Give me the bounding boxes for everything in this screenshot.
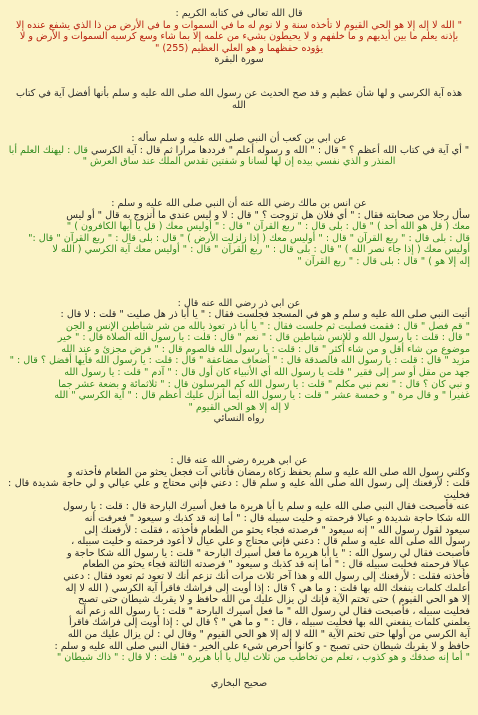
hadith-1-narrator: عن ابي بن كعب أن النبي صلى الله عليه و سلم سأله : — [131, 133, 347, 145]
hadith-4-body — [8, 467, 470, 664]
hadith-3-source: رواه النسائي — [213, 413, 265, 425]
virtue-statement: هذه آية الكرسي و لها شأن عظيم و قد صح الحديث عن رسول الله صلى الله عليه و سلم بأنها أفضل آية في كتاب الله — [15, 87, 463, 111]
hadith-4-narrator: عن ابي هريرة رضي الله عنه قال : — [170, 455, 308, 467]
hadith-4-line: عنه فأصبحت فقال النبي صلى الله عليه و سلم يا أبا هريرة ما فعل أسيرك البارحة قال : قلت : يا رسول — [62, 501, 470, 513]
hadith-3-line: غفيرا " و قال مرة " و خمسة عشر " قلت : يا رسول الله أيما أنزل عليك أعظم قال : " آية الكرسي " الله — [54, 390, 470, 402]
hadith-3-line: لا إله إلا هو الحي القيوم " — [188, 401, 290, 413]
hadith-4-line: فأصبحت فقال لي رسول الله : " يا أبا هريرة ما فعل أسيرك البارحة " قلت : يا رسول الله شكا حاجة و — [66, 547, 470, 559]
hadith-4-line: الله شكا حاجة شديدة و عيالا فرحمته و خليت سبيله قال : " أما إنه قد كذبك و سيعود " فعرفت أنه — [84, 513, 470, 524]
hadith-4-line: وكلني رسول الله صلى الله عليه و سلم بحفظ زكاة رمضان فأتاني آت فجعل يحثو من الطعام فأخذته و — [67, 466, 470, 478]
hadith-4-line: إلا هو الحي القيوم ) حتى تختم الآية فإنك لن يزال عليك من الله حافظ و لا يقربك شيطان حتى تصبح — [77, 594, 470, 606]
hadith-2-line: قال : بلى قال : " ربع القرآن " قال : " أوليس معك ( إذا زلزلت الأرض ) " قال : بلى قال : " ربع القرآن " قال :" — [28, 232, 470, 244]
hadith-3-line: " قال : قلت : يا رسول الله و للإنس شياطين قال : " نعم " قال : قلت : يا رسول الله الصلاة قال : " خير — [57, 332, 470, 344]
hadith-2-narrator: عن انس بن مالك رضي الله عنه أن النبي صلى الله عليه و سلم : — [111, 197, 367, 209]
hadith-4-line: سيعود لقول رسول الله " إنه سيعود " فرصدته فجاء يحثو من الطعام فأخذته ، فقلت : لأرفعنك إلى — [84, 524, 470, 536]
hadith-3-narrator: عن ابي ذر رضي الله عنه قال : — [177, 297, 301, 309]
hadith-3-line: مزيد " قال : قلت : يا رسول الله فالصدقة قال : " أضعاف مضاعفة " قال : قلت : يا رسول الله فأيها أفضل ؟ قال : " — [9, 355, 470, 367]
ayat-al-kursi-verse: " الله لا إله إلا هو الحي القيوم لا تأخذه سنة و لا نوم له ما في السموات و ما في الأرض من ذا الذي يشفع عنده إلا بإذنه يعلم ما بين أيديهم و ما خلفهم و لا يحيطون بشيء من علمه إلا بما شاء وسع كرسيه السموات و الأرض و لا يؤوده حفظهما و هو العلي العظيم (255) " — [15, 19, 463, 54]
hadith-4-source: صحيح البخاري — [210, 677, 268, 689]
hadith-4-line: يعلمني كلمات ينفعني الله بها فخليت سبيله ، قال : " و ما هي " ؟ قال لي : إذا أويت إلى فراشك فاقرأ — [69, 617, 470, 629]
hadith-3-line: و نبي كان ؟ قال : " نعم نبي مكلم " قلت : يا رسول الله كم المرسلون قال : " ثلاثمائة و بضعة عشر جما — [58, 378, 470, 390]
hadith-3-line: " قم فصل " قال : فقمت فصليت ثم جلست فقال : " يا أبا ذر تعوذ بالله من شر شياطين الإنس و الجن — [65, 320, 470, 332]
hadith-1-text — [8, 145, 470, 168]
hadith-4-line: فأخذته فقلت : لأرفعنك إلى رسول الله و هذا آخر ثلاث مرات أنك تزعم أنك لا تعود ثم تعود فقال : دعني — [63, 570, 470, 582]
hadith-4-line: عيالا فرحمته فخليت سبيله قال : " أما إنه قد كذبك و سيعود " فرصدته الثالثة فجاء يحثو من الطعام — [82, 559, 470, 571]
hadith-4-line: آية الكرسي من أولها حتى تختم الآية " الله لا إله إلا هو الحي القيوم " وقال لي : لن يزال عليك من الله — [67, 628, 470, 640]
intro-line: قال الله تعالى في كتابه الكريم : — [175, 8, 303, 19]
hadith-3-line: أتيت النبي صلى الله عليه و سلم و هو في المسجد فجلست فقال : " يا أبا ذر هل صليت " قلت : لا قال : — [60, 309, 470, 321]
hadith-2-body — [8, 210, 470, 268]
hadith-4-line: أعلمك كلمات ينفعك الله بها قلت : و ما هي ؟ قال : إذا أويت إلى فراشك فاقرأ آية الكرسي ( الله لا إله — [65, 582, 470, 594]
hadith-2-line: سأل رجلا من صحابته فقال : " أي فلان هل تزوجت ؟ " قال : لا و ليس عندي ما أتزوج به قال " أو ليس — [66, 209, 470, 221]
hadith-3-line: موضوع من شاء أقل و من شاء أكثر " قال : قلت : يا رسول الله فالصوم قال : " فرض مجزئ و عند الله — [61, 343, 470, 355]
hadith-1-part-b: قال : ليهنك العلم أبا المنذر و الذي نفسي بيده إن لها لسانا و شفتين تقدس الملك عند ساق العرش " — [8, 144, 396, 168]
hadith-4-line: فخليت سبيله ، فأصبحت فقال لي رسول الله " ما فعل أسيرك البارحة " قلت : يا رسول الله زعم أنه — [75, 605, 470, 617]
hadith-4-line: قلت : لأرفعنك إلى رسول الله صلى الله عليه و سلم قال : دعني فإني محتاج و علي عيالي و لي حاجة شديدة قال : فخليت — [8, 478, 470, 501]
hadith-1-part-a: " أي آية في كتاب الله أعظم ؟ " قال : " الله و رسوله أعلم " فرددها مرارا ثم قال : آية الكرسي — [90, 144, 470, 156]
surah-name: سورة البقرة — [214, 54, 264, 66]
hadith-3-line: جهد من مقل أو سر إلى فقير " قلت يا رسول الله أي الأنبياء كان أول قال : " آدم " قلت : يا رسول الله — [64, 367, 470, 379]
hadith-4-line: " أما إنه صدقك و هو كذوب ، تعلم من تخاطب من ثلاث ليال يا أبا هريرة " قلت : لا قال : " ذاك شيطان " — [56, 652, 470, 664]
hadith-2-line: معك ( قل هو الله أحد ) " قال : بلى قال : " ربع القرآن " قال : " أوليس معك ( قل يا أيها الكافرون ) " — [66, 221, 470, 233]
hadith-2-line: أوليس معك ( إذا جاء نصر الله ) " قال : بلى قال : " ربع القرآن " قال : " أوليس معك آية الكرسي ( الله لا — [52, 244, 470, 256]
hadith-4-line: رسول الله صلى الله عليه و سلم قال : دعني فإني محتاج و علي عيال لا أعود فرحمته و خليت سبيله ، — [71, 536, 470, 548]
hadith-2-line: إله إلا هو ) " قال : بلى قال : " ربع القرآن " — [297, 255, 470, 267]
hadith-4-line: حافظ و لا يقربك شيطان حتى تصبح - و كانوا أحرص شيء على الخير - فقال النبي صلى الله عليه و سلم : — [54, 640, 470, 652]
hadith-3-body — [8, 309, 470, 413]
